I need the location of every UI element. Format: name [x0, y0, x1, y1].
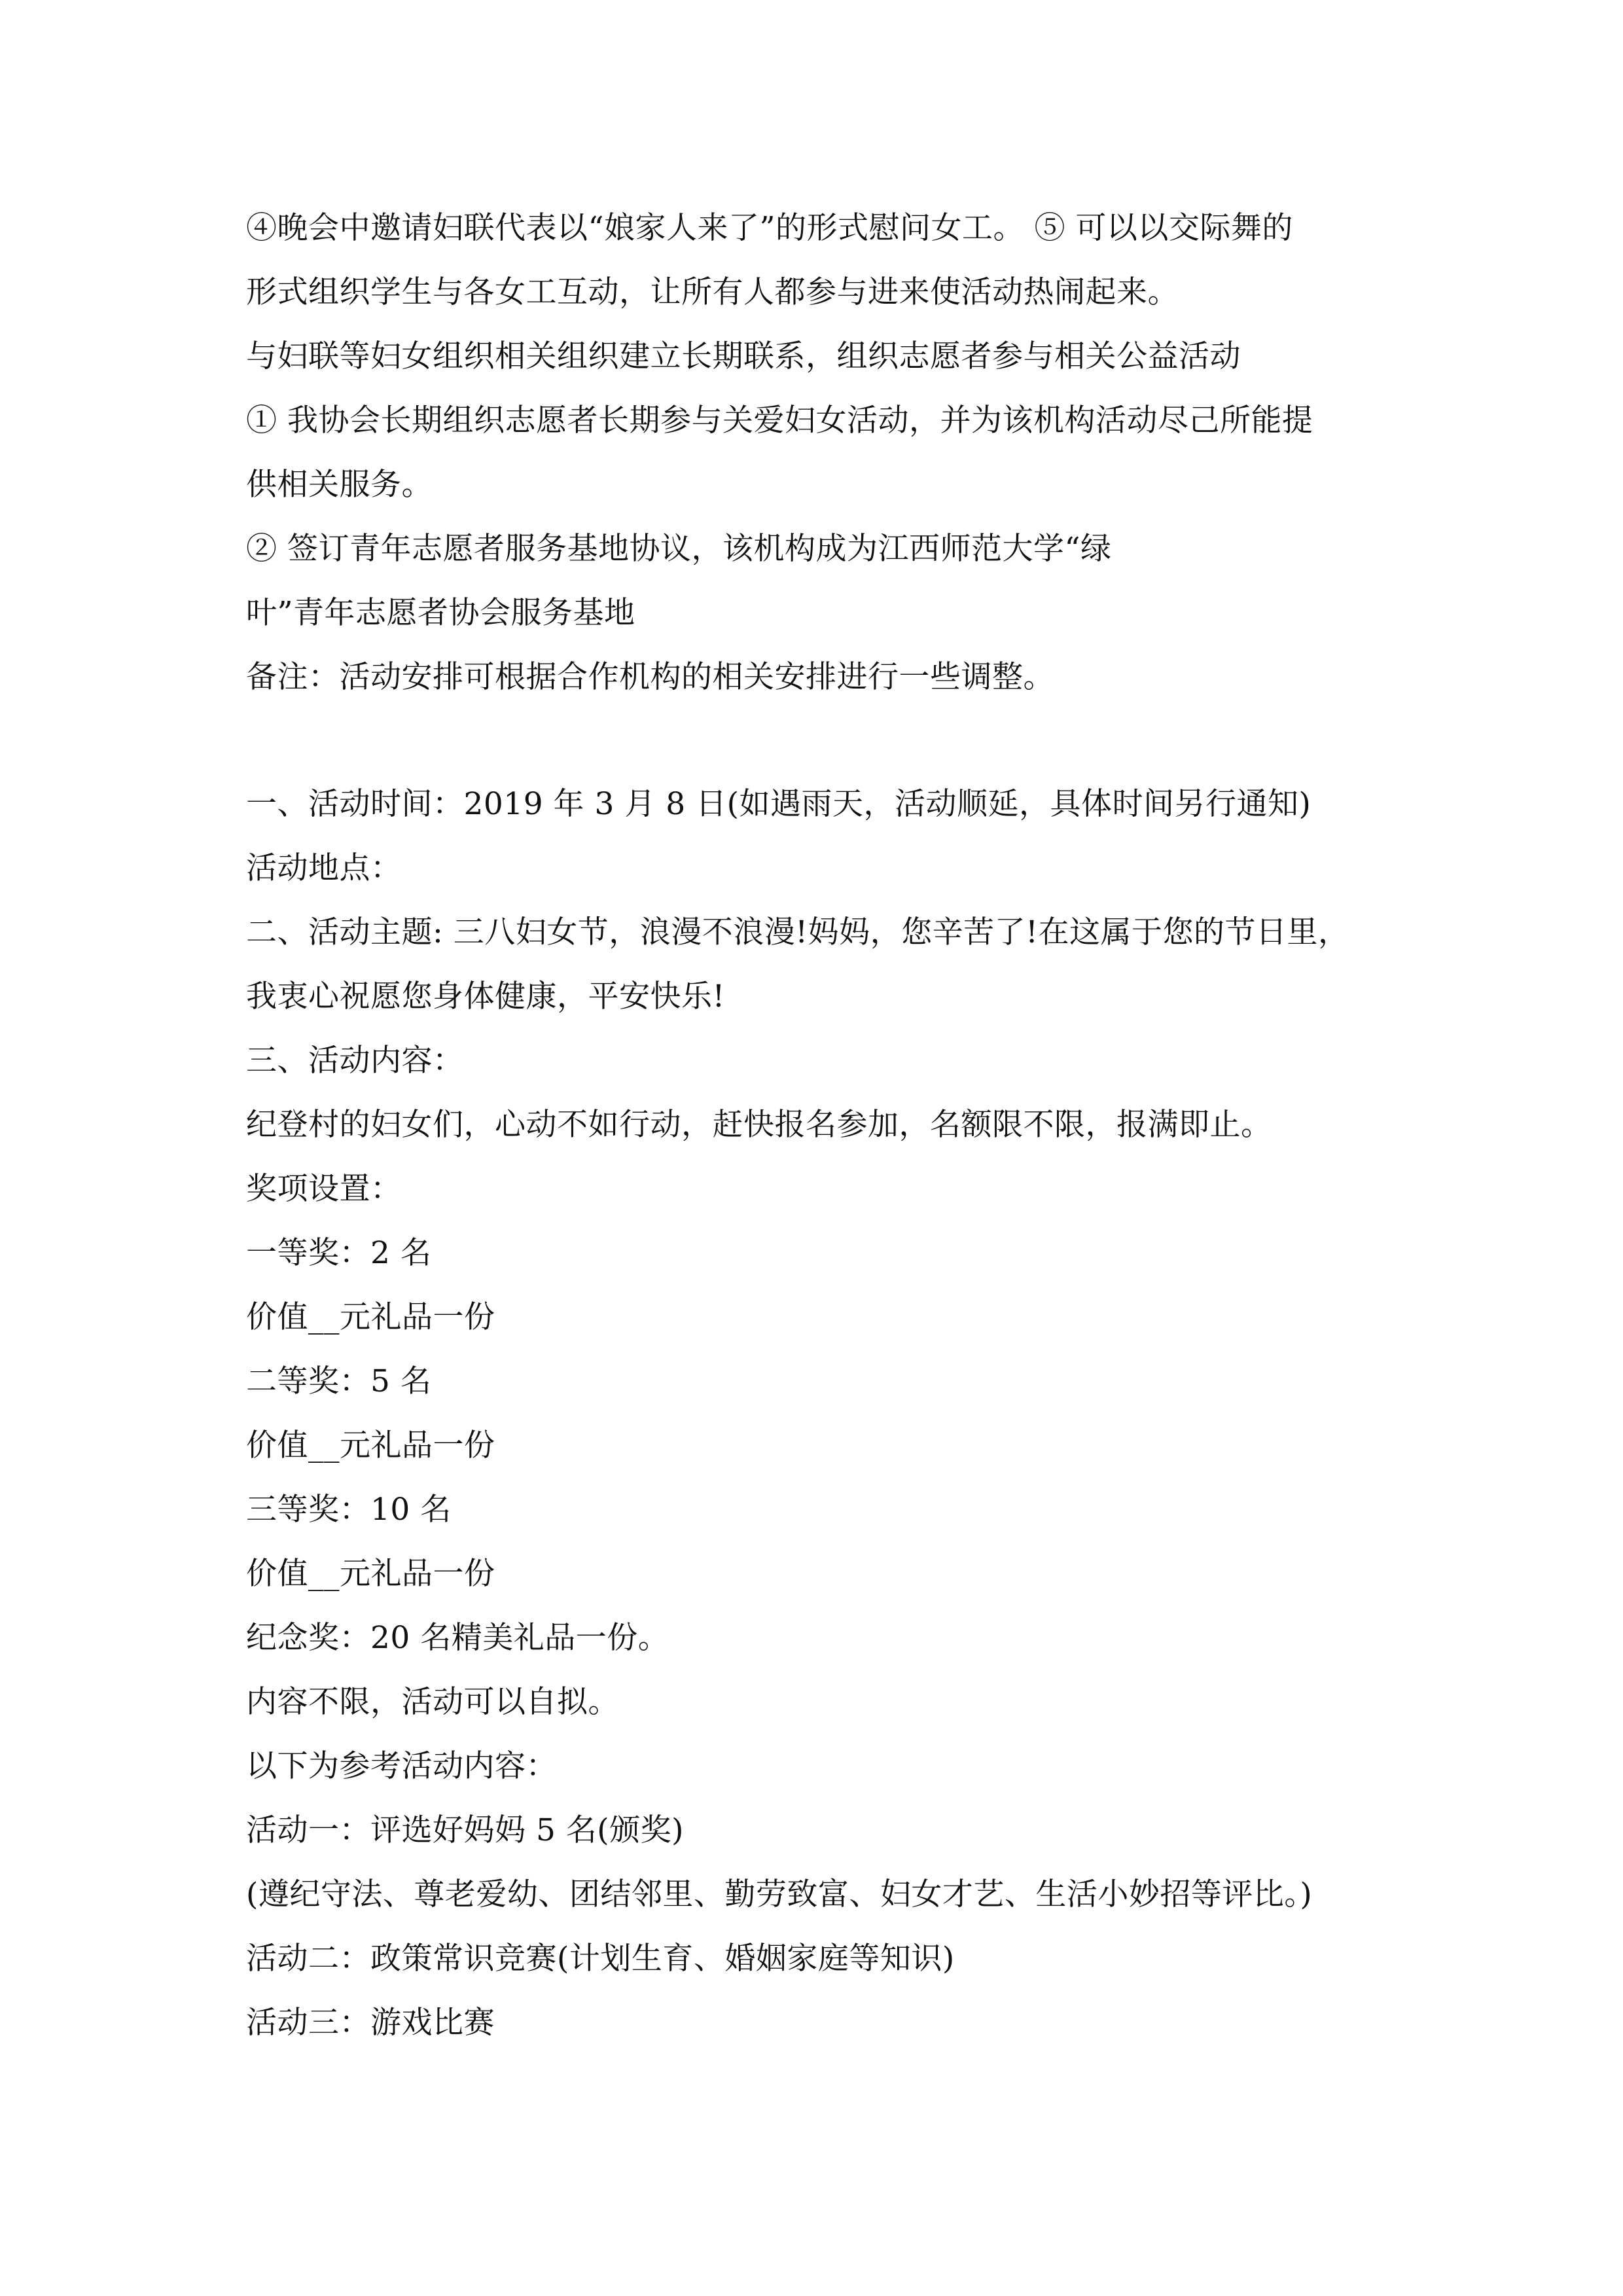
text-line-commemorative-prize: 纪念奖：20 名精美礼品一份。 [246, 1620, 669, 1656]
text-line: 以下为参考活动内容： [246, 1748, 557, 1784]
text-line: 内容不限，活动可以自拟。 [246, 1684, 619, 1720]
text-line-activity-theme: 二、活动主题: 三八妇女节，浪漫不浪漫!妈妈，您辛苦了!在这属于您的节日里， [246, 914, 1349, 950]
text-line: ② 签订青年志愿者服务基地协议，该机构成为江西师范大学“绿 [246, 531, 1112, 567]
text-line: 与妇联等妇女组织相关组织建立长期联系，组织志愿者参与相关公益活动 [246, 338, 1241, 374]
text-line: 备注：活动安排可根据合作机构的相关安排进行一些调整。 [246, 659, 1054, 695]
text-line: 供相关服务。 [246, 467, 433, 503]
text-line-awards-heading: 奖项设置： [246, 1171, 402, 1207]
text-line-activity-one: 活动一：评选好妈妈 5 名(颁奖) [246, 1812, 684, 1848]
text-line-activity-content: 三、活动内容： [246, 1043, 464, 1079]
text-line: 叶”青年志愿者协会服务基地 [246, 595, 635, 631]
text-line-activity-location: 活动地点： [246, 850, 402, 886]
text-line-prize-value: 价值__元礼品一份 [246, 1556, 495, 1592]
text-line: 纪登村的妇女们，心动不如行动，赶快报名参加，名额限不限，报满即止。 [246, 1107, 1272, 1143]
text-line: (遵纪守法、尊老爱幼、团结邻里、勤劳致富、妇女才艺、生活小妙招等评比。) [246, 1876, 1313, 1912]
text-line-prize-value: 价值__元礼品一份 [246, 1299, 495, 1335]
text-line-activity-time: 一、活动时间：2019 年 3 月 8 日(如遇雨天，活动顺延，具体时间另行通知) [246, 786, 1311, 822]
text-section-partnership [246, 196, 1398, 709]
text-line-activity-three: 活动三：游戏比赛 [246, 2005, 495, 2041]
text-line: ④晚会中邀请妇联代表以“娘家人来了”的形式慰问女工。 ⑤ 可以以交际舞的 [246, 210, 1293, 246]
text-line: 我衷心祝愿您身体健康，平安快乐! [246, 978, 725, 1014]
text-line-activity-two: 活动二：政策常识竞赛(计划生育、婚姻家庭等知识) [246, 1941, 955, 1977]
text-section-activity-plan [246, 772, 1398, 2055]
text-line: 形式组织学生与各女工互动，让所有人都参与进来使活动热闹起来。 [246, 274, 1179, 310]
text-line-third-prize: 三等奖：10 名 [246, 1492, 452, 1528]
text-line-second-prize: 二等奖：5 名 [246, 1363, 432, 1399]
text-line-first-prize: 一等奖：2 名 [246, 1235, 432, 1271]
text-line: ① 我协会长期组织志愿者长期参与关爱妇女活动，并为该机构活动尽己所能提 [246, 403, 1313, 439]
text-line-prize-value: 价值__元礼品一份 [246, 1427, 495, 1463]
